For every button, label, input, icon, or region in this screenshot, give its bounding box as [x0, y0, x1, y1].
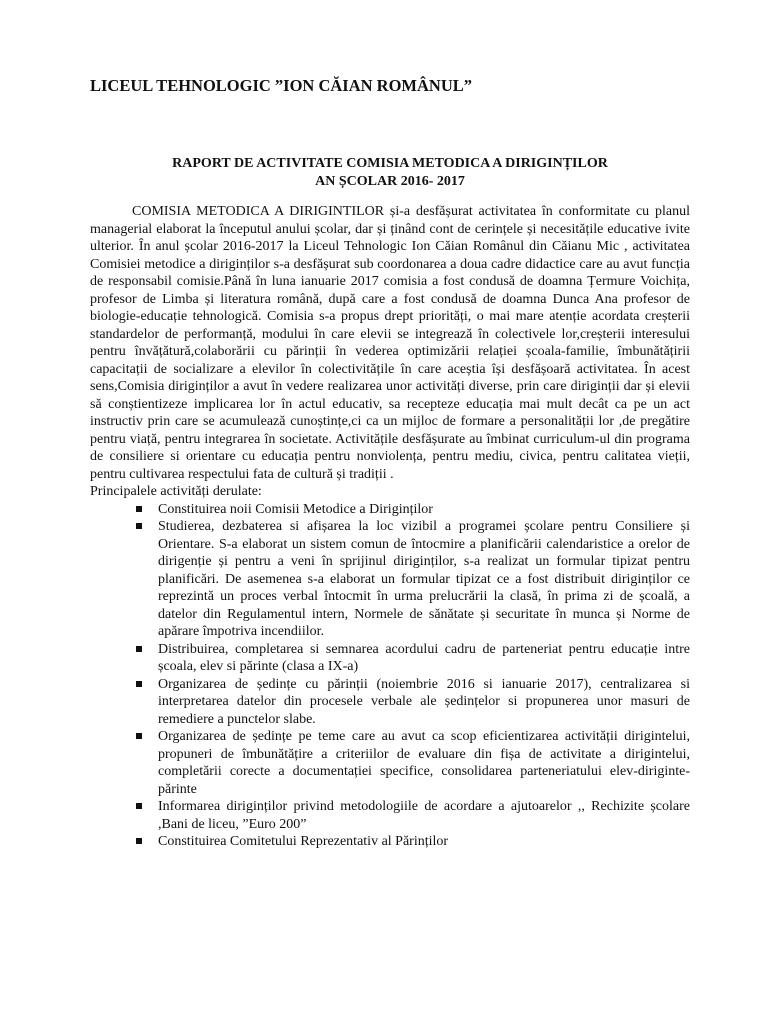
square-bullet-icon [136, 803, 142, 809]
list-item [158, 518, 690, 641]
activities-intro: Principalele activități derulate: [90, 484, 262, 499]
list-item-text: Distribuirea, completarea si semnarea acordului cadru de parteneriat pentru educație intre școala, elev si părinte (clasa a IX-a) [158, 641, 690, 674]
intro-paragraph: COMISIA METODICA A DIRIGINTILOR și-a desfășurat activitatea în conformitate cu planul managerial elaborat la începutul anului școlar, dar și ținând cont de cerințele și necesitățile educative ivite ulterior. În anul școlar 2016-2017 la Liceul Tehnologic Ion Căian Românul din Căianu Mic , activitatea Comisiei metodice a diriginților s-a desfășurat sub coordonarea a doua cadre didactice care au avut funcția de responsabil comisie.Până în luna ianuarie 2017 comisia a fost condusă de doamna Țermure Voichița, profesor de Limba și literatura română, după care a fost condusă de doamna Dunca Ana profesor de biologie-educație tehnologică. Comisia s-a propus drept priorități, o mai mare atenție acordata creșterii standardelor de performanță, modului în care elevii se integrează în colectivele lor,creșterii interesului pentru învățătură,colaborării cu părinții în vederea optimizării relației școala-familie, îmbunătățirii capacitații de socializare a elevilor în colectivitățile în care aceștia își desfășoară activitatea. În acest sens,Comisia diriginților a avut în vedere realizarea unor activități diverse, prin care diriginții dar și elevii să conștientizeze implicarea lor în actul educativ, sa recepteze educația mai mult decât ca pe un act instructiv prin care se acumulează cunoștințe,ci ca un mijloc de formare a personalității lor ,de pregătire pentru viață, pentru integrarea în societate. Activitățile desfășurate au îmbinat curriculum-ul din programa de consiliere si orientare cu educația pentru nonviolența, pentru mediu, civica, pentru calitatea vieții, pentru cultivarea respectului fata de cultură și tradiții . [90, 204, 690, 482]
square-bullet-icon [136, 838, 142, 844]
list-item [158, 833, 690, 851]
report-title-line-1: RAPORT DE ACTIVITATE COMISIA METODICA A DIRIGINȚILOR [172, 156, 608, 171]
square-bullet-icon [136, 523, 142, 529]
square-bullet-icon [136, 506, 142, 512]
list-item-text: Organizarea de ședințe pe teme care au avut ca scop eficientizarea activității dirigintelui, propuneri de îmbunătățire a criteriilor de evaluare din fișa de activitate a dirigintelui, completării corecte a documentației specifice, consolidarea parteneriatului elev-diriginte-părinte [158, 729, 690, 797]
list-item-text: Organizarea de ședințe cu părinții (noiembrie 2016 si ianuarie 2017), centralizarea si interpretarea datelor din procesele verbale ale ședințelor si propunerea unor masuri de remediere a punctelor slabe. [158, 676, 690, 727]
square-bullet-icon [136, 733, 142, 739]
list-item [158, 798, 690, 833]
report-body [90, 203, 690, 851]
square-bullet-icon [136, 646, 142, 652]
list-item-text: Informarea diriginților privind metodologiile de acordare a ajutoarelor ,, Rechizite școlare ,Bani de liceu, ”Euro 200” [158, 799, 690, 832]
list-item-text: Studierea, dezbaterea si afișarea la loc vizibil a programei școlare pentru Consiliere și Orientare. S-a elaborat un sistem comun de întocmire a planificării calendaristice a orelor de dirigenție și pentru a veni în sprijinul diriginților, s-a realizat un formular tipizat pentru planificări. De asemenea s-a elaborat un formular tipizat ce a fost distribuit diriginților ce reprezintă un proces verbal întocmit în urma prelucrării la clasă, în prima zi de școală, a datelor din Regulamentul intern, Normele de sănătate și securitate în munca și Norme de apărare împotriva incendiilor. [158, 519, 690, 639]
list-item [158, 501, 690, 519]
report-title [90, 155, 690, 191]
report-title-line-2: AN ȘCOLAR 2016- 2017 [315, 174, 465, 189]
activities-list [90, 501, 690, 851]
list-item [158, 641, 690, 676]
list-item-text: Constituirea Comitetului Reprezentativ al Părinților [158, 834, 449, 849]
list-item [158, 728, 690, 798]
list-item-text: Constituirea noii Comisii Metodice a Diriginților [158, 501, 433, 517]
school-title: LICEUL TEHNOLOGIC ”ION CĂIAN ROMÂNUL” [90, 76, 472, 95]
list-item [158, 676, 690, 729]
square-bullet-icon [136, 681, 142, 687]
